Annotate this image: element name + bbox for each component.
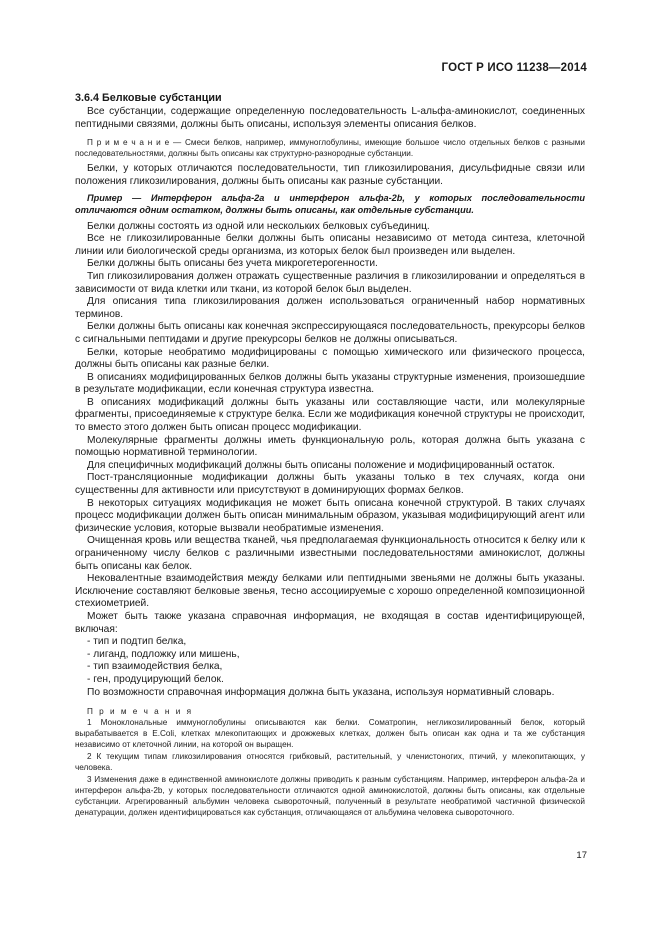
note-item: 2 К текущим типам гликозилирования относятся грибковый, растительный, у членистоногих, птичий, у млекопитающих, у человека. (75, 752, 585, 773)
paragraph: Очищенная кровь или вещества тканей, чья предполагаемая функциональность относится к белку или к ограниченному числу белков с различными известными последовательностями аминокислот, должны быть описаны как белок. (75, 535, 585, 572)
paragraph: Белки должны быть описаны без учета микрогетерогенности. (87, 258, 378, 270)
paragraph: Для специфичных модификаций должны быть описаны положение и модифицированный остаток. (87, 459, 555, 471)
paragraph: Может быть также указана справочная информация, не входящая в состав идентифицирующей, включая: (75, 610, 585, 635)
paragraph: Белки, у которых отличаются последовательности, тип гликозилирования, дисульфидные связи или положения гликозилирования, должны быть описаны как разные субстанции. (75, 163, 585, 187)
list-item: - ген, продуцирующий белок. (87, 673, 224, 685)
paragraph: Белки, которые необратимо модифицированы с помощью химического или физического процесса, должны быть описаны как разные белки. (75, 346, 585, 371)
paragraph: Нековалентные взаимодействия между белками или пептидными звеньями не должны быть указаны. Исключение составляют белковые звенья, тесно ассоциируемые с хорошо определенной композиционной стехиометрией. (75, 573, 585, 610)
notes-heading: П р и м е ч а н и я (87, 707, 194, 717)
page-content (75, 92, 585, 819)
paragraph: Белки должны состоять из одной или нескольких белковых субъединиц. (87, 220, 430, 232)
standard-header: ГОСТ Р ИСО 11238—2014 (441, 62, 587, 74)
paragraph: В описаниях модифицированных белков должны быть указаны структурные изменения, произошедшие в результате модификации, если конечная структура известна. (75, 371, 585, 396)
section-title: 3.6.4 Белковые субстанции (75, 92, 222, 104)
list-item: - лиганд, подложку или мишень, (87, 648, 240, 660)
paragraph: В некоторых ситуациях модификация не может быть описана конечной структурой. В таких случаях процесс модификации должен быть описан минимальным образом, указывая модифицирующий агент или физические условия, которые вызвали необратимые изменения. (75, 497, 585, 534)
page-number: 17 (576, 850, 587, 861)
example: Пример — Интерферон альфа-2a и интерферон альфа-2b, у которых последовательности отличаются одним остатком, должны быть описаны, как отдельные субстанции. (75, 193, 585, 215)
reference-info-list (75, 636, 585, 686)
paragraph: Для описания типа гликозилирования должен использоваться ограниченный набор нормативных терминов. (75, 296, 585, 320)
paragraph: Все не гликозилированные белки должны быть описаны независимо от метода синтеза, клеточной линии или биологической среды организма, из которых белок был произведен или выделен. (75, 233, 585, 257)
note-item: 3 Изменения даже в единственной аминокислоте должны приводить к разным субстанциям. Например, интерферон альфа-2a и интерферон альфа-2b, у которых последовательности отличаются одной аминокислотой, должны быть описаны, как отдельные субстанции. Агрегированный альбумин человека сывороточный, полученный в результате необратимой частичной физической денатурации, должен идентифицироваться как субстанция, отличающаяся от альбумина человека сывороточного. (75, 775, 585, 818)
paragraph: По возможности справочная информация должна быть указана, используя нормативный словарь. (87, 686, 555, 698)
note-item: 1 Моноклональные иммуноглобулины описываются как белки. Соматропин, негликозилированный белок, который вырабатывается в E.Coli, клетках млекопитающих и дрожжевых клетках, должен быть описан как одна и та же субстанция независимо от клеточной линии, на которой он выращен. (75, 718, 585, 750)
paragraph: Молекулярные фрагменты должны иметь функциональную роль, которая должна быть указана с помощью нормативной терминологии. (75, 434, 585, 459)
note: П р и м е ч а н и е — Смеси белков, например, иммуноглобулины, имеющие большое число отдельных белков с разными последовательностями, должны быть описаны как структурно-разнородные субстанции. (75, 138, 585, 159)
paragraph: В описаниях модификаций должны быть указаны или составляющие части, или молекулярные фрагменты, присоединяемые к структуре белка. Если же модификация конечной структуры не происходит, то вместо этого должен быть описан процесс модификации. (75, 396, 585, 434)
paragraph: Все субстанции, содержащие определенную последовательность L-альфа-аминокислот, соединенных пептидными связями, должны быть описаны, используя элементы описания белков. (75, 106, 585, 130)
list-item: - тип и подтип белка, (87, 636, 187, 648)
paragraph: Тип гликозилирования должен отражать существенные различия в гликозилировании и определяться в зависимости от вида клетки или ткани, из которой белок был выделен. (75, 270, 585, 295)
list-item: - тип взаимодействия белка, (87, 661, 223, 673)
paragraph: Белки должны быть описаны как конечная экспрессирующаяся последовательность, прекурсоры белков с сигнальными пептидами и другие прекурсоры белков не должны описываться. (75, 321, 585, 345)
paragraph: Пост-трансляционные модификации должны быть указаны только в тех случаях, когда они существенны для активности или присутствуют в доминирующих формах белков. (75, 472, 585, 497)
